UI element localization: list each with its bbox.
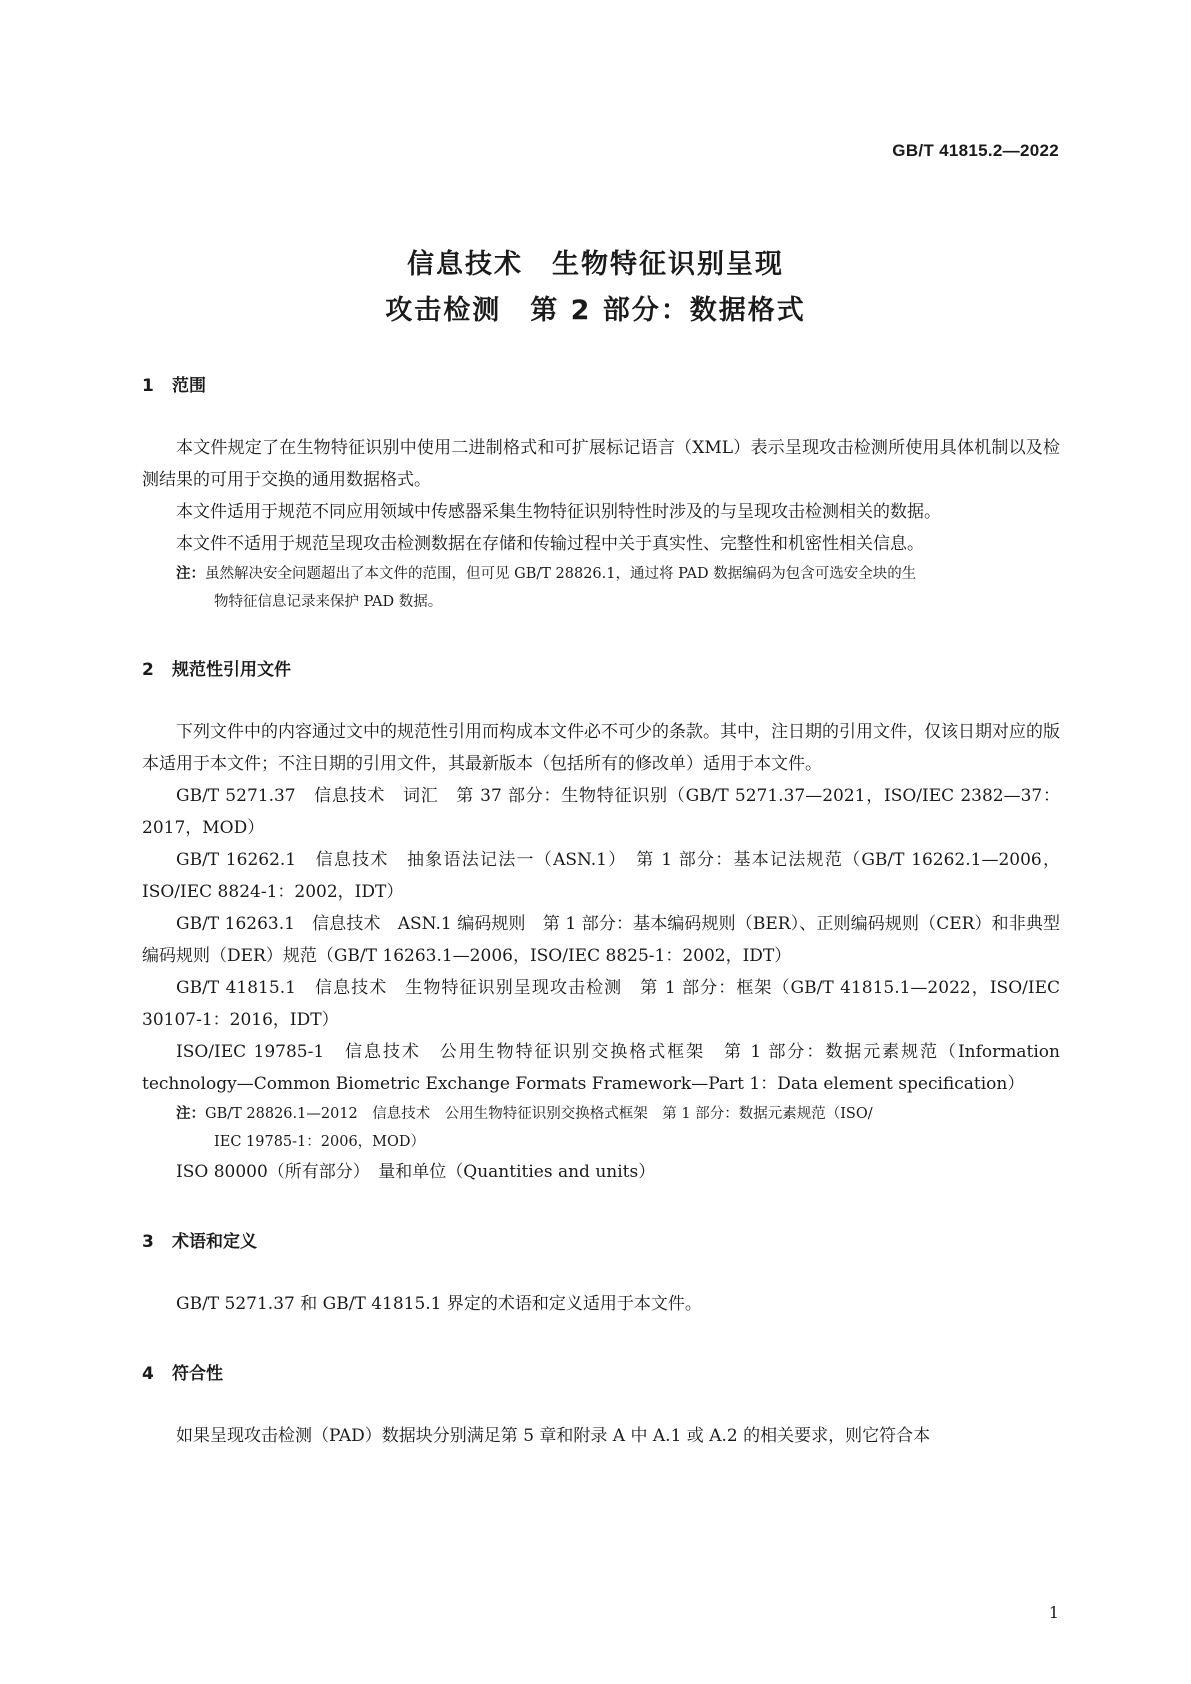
title-line-1: 信息技术 生物特征识别呈现 bbox=[407, 249, 784, 280]
note-text-line-2: 物特征信息记录来保护 PAD 数据。 bbox=[214, 594, 443, 610]
conformance-paragraph: 如果呈现攻击检测（PAD）数据块分别满足第 5 章和附录 A 中 A.1 或 A.2 的相关要求，则它符合本 bbox=[176, 1426, 931, 1446]
document-body bbox=[142, 372, 1060, 1452]
scope-paragraph-1: 本文件规定了在生物特征识别中使用二进制格式和可扩展标记语言（XML）表示呈现攻击检测所使用具体机制以及检测结果的可用于交换的通用数据格式。 bbox=[142, 438, 1060, 490]
references-intro: 下列文件中的内容通过文中的规范性引用而构成本文件必不可少的条款。其中，注日期的引用文件，仅该日期对应的版本适用于本文件；不注日期的引用文件，其最新版本（包括所有的修改单）适用于本文件。 bbox=[142, 722, 1060, 774]
terms-paragraph: GB/T 5271.37 和 GB/T 41815.1 界定的术语和定义适用于本文件。 bbox=[176, 1294, 702, 1314]
section-title: 术语和定义 bbox=[172, 1232, 257, 1252]
page-number: 1 bbox=[1048, 1603, 1059, 1622]
reference-item: GB/T 16262.1 信息技术 抽象语法记法一（ASN.1） 第 1 部分：基本记法规范（GB/T 16262.1—2006，ISO/IEC 8824-1：2002，IDT） bbox=[142, 850, 1060, 902]
section-number: 1 bbox=[142, 376, 154, 396]
note-text-line-1: 虽然解决安全问题超出了本文件的范围，但可见 GB/T 28826.1，通过将 PAD 数据编码为包含可选安全块的生 bbox=[205, 566, 917, 582]
reference-item: GB/T 41815.1 信息技术 生物特征识别呈现攻击检测 第 1 部分：框架（GB/T 41815.1—2022，ISO/IEC 30107-1：2016，IDT） bbox=[142, 978, 1060, 1030]
section-number: 2 bbox=[142, 660, 154, 680]
section-heading-terms bbox=[142, 1228, 1060, 1256]
scope-note bbox=[142, 560, 1060, 616]
reference-item: GB/T 5271.37 信息技术 词汇 第 37 部分：生物特征识别（GB/T 5271.37—2021，ISO/IEC 2382—37：2017，MOD） bbox=[142, 786, 1060, 838]
section-number: 3 bbox=[142, 1232, 154, 1252]
standard-number: GB/T 41815.2—2022 bbox=[892, 141, 1059, 160]
section-title: 符合性 bbox=[172, 1364, 223, 1384]
note-text-line-1: GB/T 28826.1—2012 信息技术 公用生物特征识别交换格式框架 第 1 部分：数据元素规范（ISO/ bbox=[205, 1106, 873, 1122]
reference-item: ISO 80000（所有部分） 量和单位（Quantities and units） bbox=[176, 1162, 656, 1182]
reference-item: ISO/IEC 19785-1 信息技术 公用生物特征识别交换格式框架 第 1 部分：数据元素规范（Information technology—Common Biometric Exchange Formats Framework—Part 1：Data element specification） bbox=[142, 1042, 1060, 1094]
scope-paragraph-2: 本文件适用于规范不同应用领域中传感器采集生物特征识别特性时涉及的与呈现攻击检测相关的数据。 bbox=[176, 502, 941, 522]
note-text-line-2: IEC 19785-1：2006，MOD） bbox=[214, 1134, 426, 1150]
section-heading-scope bbox=[142, 372, 1060, 400]
section-number: 4 bbox=[142, 1364, 154, 1384]
note-label: 注： bbox=[176, 566, 205, 582]
section-title: 规范性引用文件 bbox=[172, 660, 291, 680]
note-label: 注： bbox=[176, 1106, 205, 1122]
references-note bbox=[142, 1100, 1060, 1156]
reference-item: GB/T 16263.1 信息技术 ASN.1 编码规则 第 1 部分：基本编码规则（BER）、正则编码规则（CER）和非典型编码规则（DER）规范（GB/T 16263.1—2006，ISO/IEC 8825-1：2002，IDT） bbox=[142, 914, 1060, 966]
section-heading-conformance bbox=[142, 1360, 1060, 1388]
section-heading-normative-references bbox=[142, 656, 1060, 684]
scope-paragraph-3: 本文件不适用于规范呈现攻击检测数据在存储和传输过程中关于真实性、完整性和机密性相关信息。 bbox=[176, 534, 924, 554]
section-title: 范围 bbox=[172, 376, 206, 396]
document-title bbox=[0, 242, 1191, 334]
title-line-2: 攻击检测 第 2 部分：数据格式 bbox=[385, 295, 806, 326]
